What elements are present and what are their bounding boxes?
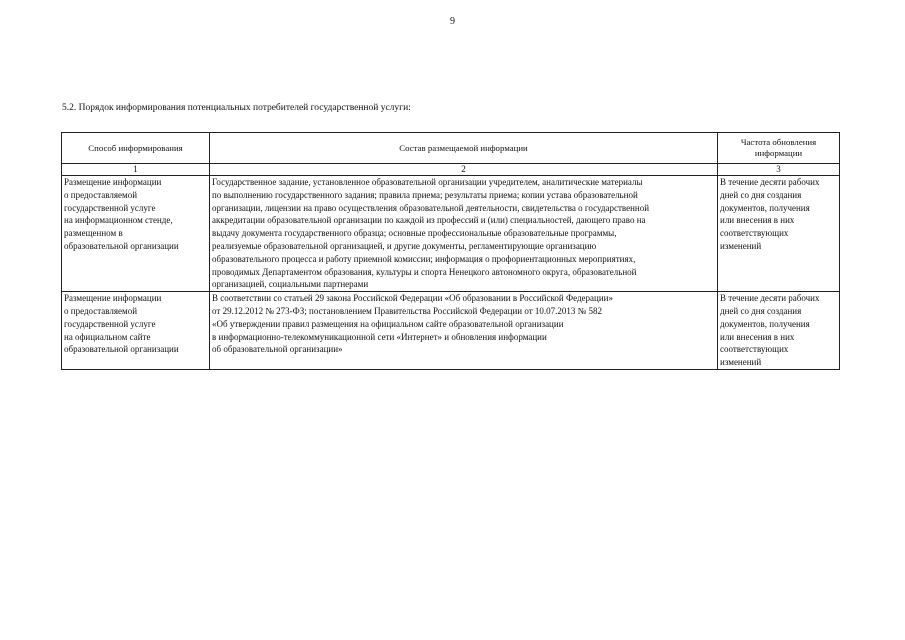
column-number-row [62, 164, 840, 176]
header-method: Способ информирования [62, 133, 210, 164]
cell-method: Размещение информации о предоставляемой государственной услуге на официальном сайте образовательной организации [62, 292, 210, 370]
column-number: 2 [210, 164, 718, 176]
cell-method: Размещение информации о предоставляемой государственной услуге на информационном стенде, размещенном в образовательной организации [62, 176, 210, 292]
information-table [61, 132, 840, 370]
cell-frequency: В течение десяти рабочих дней со дня создания документов, получения или внесения в них соответствующих изменений [718, 292, 840, 370]
cell-content: В соответствии со статьей 29 закона Российской Федерации «Об образовании в Российской Федерации» от 29.12.2012 № 273-ФЗ; постановлением Правительства Российской Федерации от 10.07.2013 № 582 «Об утверждении правил размещения на официальном сайте образовательной организации в информационно-телекоммуникационной сети «Интернет» и обновления информации об образовательной организации» [210, 292, 718, 370]
page-number: 9 [450, 16, 455, 27]
column-number: 3 [718, 164, 840, 176]
table-row [62, 176, 840, 292]
column-number: 1 [62, 164, 210, 176]
header-frequency: Частота обновления информации [718, 133, 840, 164]
section-title: 5.2. Порядок информирования потенциальных потребителей государственной услуги: [62, 103, 411, 113]
header-content: Состав размещаемой информации [210, 133, 718, 164]
table-row [62, 292, 840, 370]
table-header-row [62, 133, 840, 164]
cell-frequency: В течение десяти рабочих дней со дня создания документов, получения или внесения в них соответствующих изменений [718, 176, 840, 292]
cell-content: Государственное задание, установленное образовательной организации учредителем, аналитические материалы по выполнению государственного задания; правила приема; результаты приема; копии устава образовательной организации, лицензии на право осуществления образовательной деятельности, свидетельства о государственной аккредитации образовательной организации по каждой из профессий и (или) специальностей, дающего право на выдачу документа государственного образца; основные профессиональные образовательные программы, реализуемые образовательной организацией, и другие документы, регламентирующие организацию образовательного процесса и работу приемной комиссии; информация о профориентационных мероприятиях, проводимых Департаментом образования, культуры и спорта Ненецкого автономного округа, образовательной организацией, социальными партнерами [210, 176, 718, 292]
